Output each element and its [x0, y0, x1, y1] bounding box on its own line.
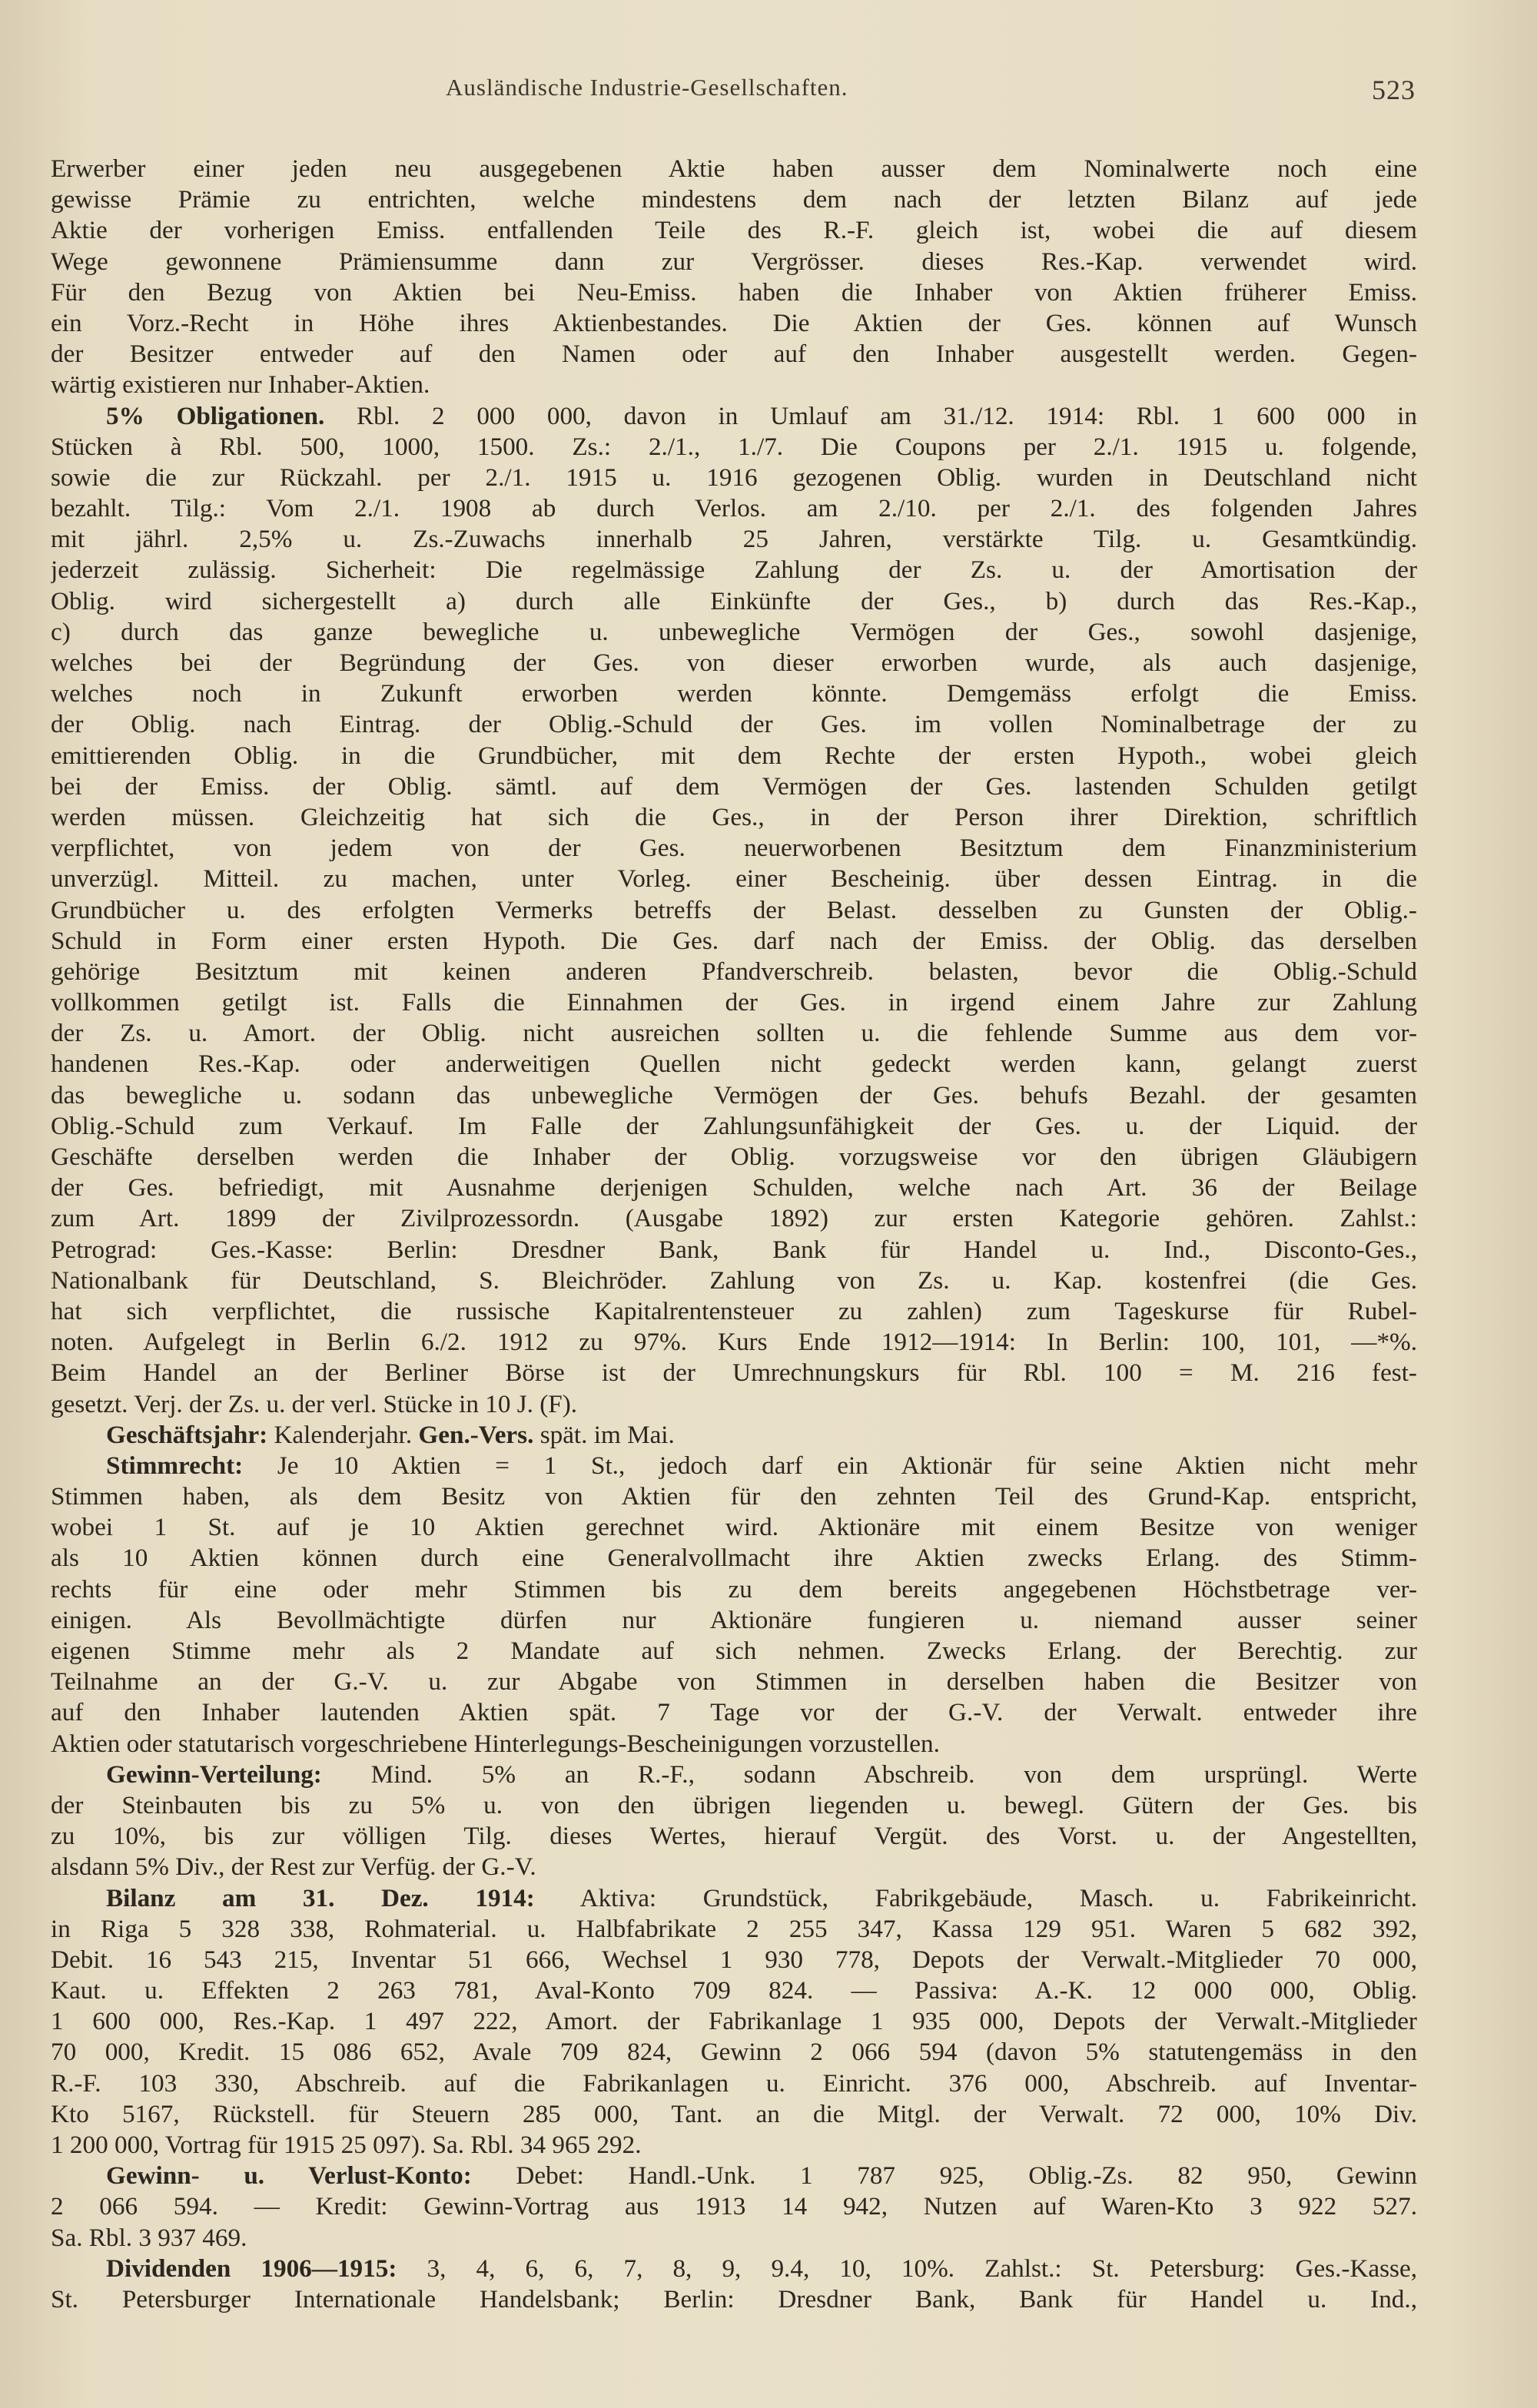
body-text — [51, 154, 1417, 2315]
text-line: der Besitzer entweder auf den Namen oder auf den Inhaber ausgestellt werden. Gegen- — [51, 340, 1417, 369]
text-line: der Steinbauten bis zu 5% u. von den übrigen liegenden u. bewegl. Gütern der Ges. bis — [51, 1790, 1417, 1819]
text-line: 70 000, Kredit. 15 086 652, Avale 709 824, Gewinn 2 066 594 (davon 5% statutengemäss in den — [51, 2038, 1417, 2067]
text-line: verpflichtet, von jedem von der Ges. neuerworbenen Besitztum dem Finanzministerium — [51, 834, 1417, 863]
text-line: Debit. 16 543 215, Inventar 51 666, Wechsel 1 930 778, Depots der Verwalt.-Mitglieder 70 000, — [51, 1945, 1417, 1974]
section-heading: Dividenden 1906—1915: — [106, 2254, 397, 2283]
section-dividenden: Dividenden 1906—1915: 3, 4, 6, 6, 7, 8, 9, 9.4, 10, 10%. Zahlst.: St. Petersburg: Ges.-Kasse, — [106, 2254, 1417, 2283]
text-line: 1 600 000, Res.-Kap. 1 497 222, Amort. der Fabrikanlage 1 935 000, Depots der Verwalt.-Mitglieder — [51, 2007, 1417, 2036]
text-line: in Riga 5 328 338, Rohmaterial. u. Halbfabrikate 2 255 347, Kassa 129 951. Waren 5 682 392, — [51, 1914, 1417, 1943]
text-line: welches noch in Zukunft erworben werden könnte. Demgemäss erfolgt die Emiss. — [51, 679, 1417, 708]
text-line: R.-F. 103 330, Abschreib. auf die Fabrikanlagen u. Einricht. 376 000, Abschreib. auf Inventar- — [51, 2068, 1417, 2098]
text-line: Stimmen haben, als dem Besitz von Aktien für den zehnten Teil des Grund-Kap. entspricht, — [51, 1482, 1417, 1511]
text-line: der Zs. u. Amort. der Oblig. nicht ausreichen sollten u. die fehlende Summe aus dem vor- — [51, 1019, 1417, 1048]
section-obligationen: 5% Obligationen. Rbl. 2 000 000, davon in Umlauf am 31./12. 1914: Rbl. 1 600 000 in — [106, 401, 1417, 430]
section-bilanz: Bilanz am 31. Dez. 1914: Aktiva: Grundstück, Fabrikgebäude, Masch. u. Fabrikeinricht. — [106, 1883, 1417, 1912]
text-line: Nationalbank für Deutschland, S. Bleichröder. Zahlung von Zs. u. Kap. kostenfrei (die Ges. — [51, 1265, 1417, 1295]
text-line: Sa. Rbl. 3 937 469. — [51, 2223, 247, 2252]
text-line: bezahlt. Tilg.: Vom 2./1. 1908 ab durch Verlos. am 2./10. per 2./1. des folgenden Jahres — [51, 494, 1417, 523]
section-heading: Geschäftsjahr: — [106, 1420, 268, 1449]
text-line: gehörige Besitztum mit keinen anderen Pfandverschreib. belasten, bevor die Oblig.-Schuld — [51, 957, 1417, 986]
text-line: rechts für eine oder mehr Stimmen bis zu dem bereits angegebenen Höchstbetrage ver- — [51, 1574, 1417, 1604]
text-line: wobei 1 St. auf je 10 Aktien gerechnet wird. Aktionäre mit einem Besitze von weniger — [51, 1513, 1417, 1542]
header-title: Ausländische Industrie-Gesellschaften. — [446, 74, 848, 101]
text-line: gesetzt. Verj. der Zs. u. der verl. Stücke in 10 J. (F). — [51, 1389, 578, 1418]
text-line: Stücken à Rbl. 500, 1000, 1500. Zs.: 2./1., 1./7. Die Coupons per 2./1. 1915 u. folgende, — [51, 432, 1417, 461]
text-line: eigenen Stimme mehr als 2 Mandate auf sich nehmen. Zwecks Erlang. der Berechtig. zur — [51, 1637, 1417, 1665]
text-line: ein Vorz.-Recht in Höhe ihres Aktienbestandes. Die Aktien der Ges. können auf Wunsch — [51, 308, 1417, 337]
text-line: Kto 5167, Rückstell. für Steuern 285 000, Tant. an die Mitgl. der Verwalt. 72 000, 10% Div. — [51, 2099, 1417, 2128]
text-line: das bewegliche u. sodann das unbewegliche Vermögen der Ges. behufs Bezahl. der gesamten — [51, 1080, 1417, 1109]
text-line: zu 10%, bis zur völligen Tilg. dieses Wertes, hierauf Vergüt. des Vorst. u. der Angestellten, — [51, 1822, 1417, 1851]
text-line: bei der Emiss. der Oblig. sämtl. auf dem Vermögen der Ges. lastenden Schulden getilgt — [51, 771, 1417, 801]
text-line: noten. Aufgelegt in Berlin 6./2. 1912 zu 97%. Kurs Ende 1912—1914: In Berlin: 100, 101, —*%. — [51, 1328, 1417, 1357]
text-line: emittierenden Oblig. in die Grundbücher, mit dem Rechte der ersten Hypoth., wobei gleich — [51, 741, 1417, 770]
text-line: werden müssen. Gleichzeitig hat sich die Ges., in der Person ihrer Direktion, schriftlich — [51, 802, 1417, 831]
text-line: St. Petersburger Internationale Handelsbank; Berlin: Dresdner Bank, Bank für Handel u. Ind., — [51, 2284, 1417, 2313]
text-line: auf den Inhaber lautenden Aktien spät. 7 Tage vor der G.-V. der Verwalt. entweder ihre — [51, 1698, 1417, 1727]
section-heading: Stimmrecht: — [106, 1451, 244, 1480]
text-line: 2 066 594. — Kredit: Gewinn-Vortrag aus 1913 14 942, Nutzen auf Waren-Kto 3 922 527. — [51, 2192, 1417, 2221]
text-line: wärtig existieren nur Inhaber-Aktien. — [51, 370, 430, 400]
text-line: zum Art. 1899 der Zivilprozessordn. (Ausgabe 1892) zur ersten Kategorie gehören. Zahlst.: — [51, 1204, 1417, 1233]
section-stimmrecht: Stimmrecht: Je 10 Aktien = 1 St., jedoch darf ein Aktionär für seine Aktien nicht mehr — [106, 1451, 1417, 1480]
text-line: Oblig. wird sichergestellt a) durch alle Einkünfte der Ges., b) durch das Res.-Kap., — [51, 586, 1417, 615]
text-line: jederzeit zulässig. Sicherheit: Die regelmässige Zahlung der Zs. u. der Amortisation der — [51, 556, 1417, 585]
text-line: unverzügl. Mitteil. zu machen, unter Vorleg. einer Bescheinig. über dessen Eintrag. in die — [51, 864, 1417, 894]
text-line: der Ges. befriedigt, mit Ausnahme derjenigen Schulden, welche nach Art. 36 der Beilage — [51, 1173, 1417, 1202]
section-heading: 5% Obligationen. — [106, 401, 325, 430]
section-heading: Gen.-Vers. — [418, 1420, 534, 1449]
text-line: Wege gewonnene Prämiensumme dann zur Vergrösser. dieses Res.-Kap. verwendet wird. — [51, 247, 1417, 276]
text-line: Kaut. u. Effekten 2 263 781, Aval-Konto 709 824. — Passiva: A.-K. 12 000 000, Oblig. — [51, 1976, 1417, 2005]
text-line: c) durch das ganze bewegliche u. unbewegliche Vermögen der Ges., sowohl dasjenige, — [51, 617, 1417, 646]
text-line: Geschäfte derselben werden die Inhaber der Oblig. vorzugsweise vor den übrigen Gläubigern — [51, 1143, 1417, 1171]
text-line: Beim Handel an der Berliner Börse ist der Umrechnungskurs für Rbl. 100 = M. 216 fest- — [51, 1358, 1417, 1388]
text-line: handenen Res.-Kap. oder anderweitigen Quellen nicht gedeckt werden kann, gelangt zuerst — [51, 1050, 1417, 1079]
text-line: Schuld in Form einer ersten Hypoth. Die Ges. darf nach der Emiss. der Oblig. das derselben — [51, 926, 1417, 955]
text-line: Petrograd: Ges.-Kasse: Berlin: Dresdner Bank, Bank für Handel u. Ind., Disconto-Ges., — [51, 1235, 1417, 1264]
text-line: Für den Bezug von Aktien bei Neu-Emiss. haben die Inhaber von Aktien früherer Emiss. — [51, 277, 1417, 307]
running-header — [446, 74, 1416, 108]
text-line: mit jährl. 2,5% u. Zs.-Zuwachs innerhalb 25 Jahren, verstärkte Tilg. u. Gesamtkündig. — [51, 525, 1417, 554]
text-line: alsdann 5% Div., der Rest zur Verfüg. der G.-V. — [51, 1852, 536, 1882]
text-line: gewisse Prämie zu entrichten, welche mindestens dem nach der letzten Bilanz auf jede — [51, 185, 1417, 214]
section-geschaeftsjahr: Geschäftsjahr: Kalenderjahr. Gen.-Vers. spät. im Mai. — [106, 1420, 675, 1449]
text-line: Aktie der vorherigen Emiss. entfallenden Teile des R.-F. gleich ist, wobei die auf diesem — [51, 216, 1417, 245]
text-line: Aktien oder statutarisch vorgeschriebene Hinterlegungs-Bescheinigungen vorzustellen. — [51, 1729, 940, 1758]
section-gewinn-verteilung: Gewinn-Verteilung: Mind. 5% an R.-F., sodann Abschreib. von dem ursprüngl. Werte — [106, 1760, 1417, 1789]
text-line: der Oblig. nach Eintrag. der Oblig.-Schuld der Ges. im vollen Nominalbetrage der zu — [51, 710, 1417, 739]
text-line: Grundbücher u. des erfolgten Vermerks betreffs der Belast. desselben zu Gunsten der Oblig.- — [51, 895, 1417, 924]
text-line: Erwerber einer jeden neu ausgegebenen Aktie haben ausser dem Nominalwerte noch eine — [51, 154, 1417, 183]
text-line: hat sich verpflichtet, die russische Kapitalrentensteuer zu zahlen) zum Tageskurse für Rubel- — [51, 1296, 1417, 1325]
section-heading: Gewinn- u. Verlust-Konto: — [106, 2161, 472, 2191]
text-line: 1 200 000, Vortrag für 1915 25 097). Sa. Rbl. 34 965 292. — [51, 2131, 642, 2159]
text-line: einigen. Als Bevollmächtigte dürfen nur Aktionäre fungieren u. niemand ausser seiner — [51, 1605, 1417, 1634]
section-heading: Gewinn-Verteilung: — [106, 1760, 322, 1789]
section-heading: Bilanz am 31. Dez. 1914: — [106, 1883, 535, 1912]
text-line: Teilnahme an der G.-V. u. zur Abgabe von Stimmen in derselben haben die Besitzer von — [51, 1667, 1417, 1697]
text-line: sowie die zur Rückzahl. per 2./1. 1915 u. 1916 gezogenen Oblig. wurden in Deutschland nicht — [51, 463, 1417, 492]
text-line: welches bei der Begründung der Ges. von dieser erworben wurde, als auch dasjenige, — [51, 648, 1417, 677]
section-gewinn-verlust: Gewinn- u. Verlust-Konto: Debet: Handl.-Unk. 1 787 925, Oblig.-Zs. 82 950, Gewinn — [106, 2161, 1417, 2191]
text-line: vollkommen getilgt ist. Falls die Einnahmen der Ges. in irgend einem Jahre zur Zahlung — [51, 988, 1417, 1017]
text-line: Oblig.-Schuld zum Verkauf. Im Falle der Zahlungsunfähigkeit der Ges. u. der Liquid. der — [51, 1111, 1417, 1140]
text-line: als 10 Aktien können durch eine Generalvollmacht ihre Aktien zwecks Erlang. des Stimm- — [51, 1544, 1417, 1573]
page-number: 523 — [1372, 75, 1416, 105]
